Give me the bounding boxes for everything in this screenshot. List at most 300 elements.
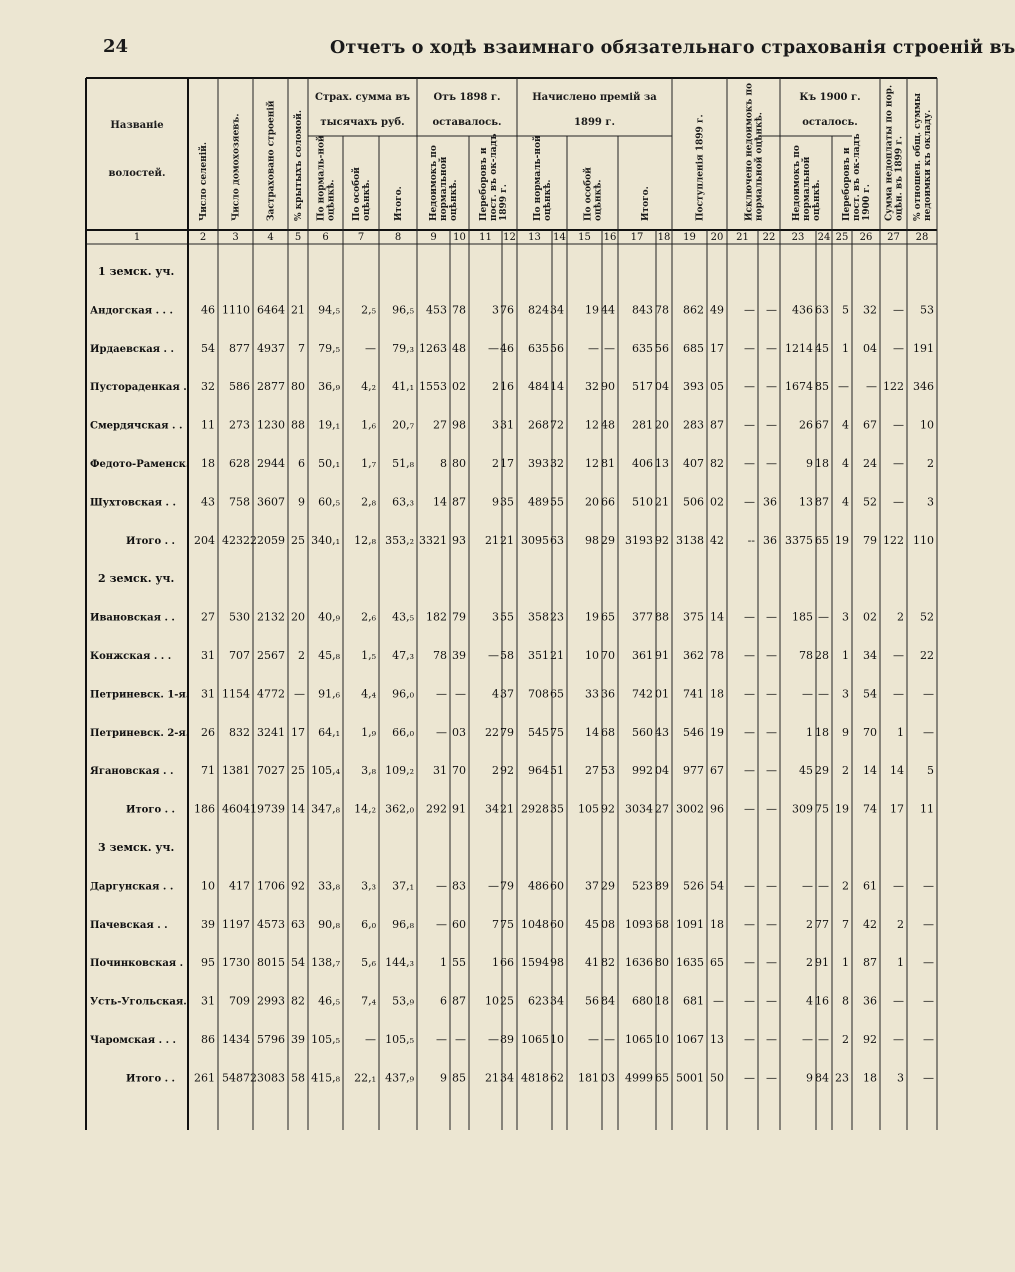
table-cell: —: [766, 303, 777, 317]
table-cell: 60: [550, 879, 564, 893]
table-cell: —: [365, 341, 376, 355]
table-cell: —: [838, 380, 849, 394]
table-cell: 80: [452, 457, 466, 470]
table-cell: —: [436, 879, 447, 893]
table-cell: 29: [601, 879, 615, 893]
table-cell: 90,₈: [318, 917, 340, 931]
total-cell: 22059: [250, 533, 285, 547]
table-cell: 5796: [257, 1033, 285, 1046]
total-cell: 23083: [250, 1071, 285, 1085]
table-cell: 2,₅: [361, 303, 376, 317]
header-c11: 1899 г.: [499, 184, 509, 221]
table-cell: 87: [452, 495, 466, 509]
table-cell: 2: [492, 380, 499, 394]
table-cell: —: [893, 649, 904, 662]
total-cell: 261: [194, 1071, 215, 1085]
table-cell: 43: [655, 725, 669, 739]
table-cell: 877: [229, 341, 250, 355]
table-cell: 82: [291, 994, 305, 1008]
table-cell: 8: [842, 994, 849, 1008]
total-cell: 21: [485, 1071, 499, 1085]
table-cell: 24: [863, 457, 877, 470]
total-cell: 204: [194, 533, 215, 547]
table-cell: 54: [201, 341, 215, 355]
header-c17: Итого.: [641, 186, 651, 221]
table-cell: 61: [863, 879, 877, 893]
table-cell: 91,₆: [318, 687, 340, 701]
table-cell: 758: [229, 495, 250, 509]
table-cell: 4: [842, 418, 849, 432]
volost-name: Починковская .: [90, 958, 184, 970]
table-cell: 13: [799, 495, 813, 509]
table-cell: 17: [291, 725, 305, 739]
table-cell: 1674: [785, 380, 813, 394]
table-cell: 12: [585, 457, 599, 470]
table-cell: 40,₉: [318, 610, 340, 624]
table-cell: 862: [683, 303, 704, 317]
table-cell: 79: [452, 610, 466, 624]
table-cell: 2132: [257, 610, 285, 624]
table-cell: 2: [927, 457, 934, 470]
header-group-strakh-2: тысячахъ руб.: [320, 117, 405, 128]
table-cell: 8: [440, 457, 447, 470]
table-cell: 27: [585, 764, 599, 778]
table-cell: —: [893, 303, 904, 317]
table-cell: —: [744, 1033, 755, 1046]
table-cell: 4: [842, 457, 849, 470]
table-cell: —: [923, 725, 934, 739]
table-cell: 635: [632, 341, 653, 355]
table-cell: —: [923, 956, 934, 970]
total-cell: 58: [291, 1071, 305, 1085]
table-cell: 44: [601, 303, 615, 317]
table-cell: 79: [500, 725, 514, 739]
table-cell: 79: [500, 879, 514, 893]
table-cell: 7,₄: [361, 994, 376, 1008]
table-cell: 268: [528, 418, 549, 432]
table-cell: 185: [792, 610, 813, 624]
index-cell: 16: [603, 232, 617, 243]
table-cell: 04: [655, 764, 669, 778]
total-cell: 98: [585, 533, 599, 547]
header-c21: нормальной оцѣнкѣ.: [754, 112, 765, 221]
total-cell: 85: [452, 1071, 466, 1085]
table-cell: 17: [500, 457, 514, 470]
table-cell: 22: [485, 725, 499, 739]
table-cell: —: [744, 649, 755, 662]
section-title: 1 земск. уч.: [98, 265, 175, 278]
total-cell: 25: [291, 533, 305, 547]
header-c9: оцѣнкѣ.: [449, 179, 459, 221]
table-cell: 92: [500, 764, 514, 778]
index-cell: 24: [817, 232, 831, 243]
table-cell: —: [766, 725, 777, 739]
table-cell: —: [744, 495, 755, 509]
table-cell: 4,₂: [361, 380, 376, 394]
table-cell: 32: [863, 303, 877, 317]
table-cell: 47,₃: [392, 649, 414, 662]
table-cell: 65: [550, 687, 564, 701]
total-cell: 122: [883, 533, 904, 547]
header-group-1898-2: оставалось.: [432, 117, 502, 128]
table-cell: 89: [500, 1033, 514, 1046]
table-cell: —: [588, 341, 599, 355]
table-cell: 02: [863, 610, 877, 624]
table-cell: 21: [550, 649, 564, 662]
index-cell: 20: [710, 232, 724, 243]
table-cell: 1: [842, 649, 849, 662]
table-cell: 8015: [257, 956, 285, 970]
table-cell: 1093: [625, 917, 653, 931]
table-cell: 16: [500, 380, 514, 394]
total-cell: 3002: [676, 802, 704, 816]
table-cell: 20,₇: [392, 418, 414, 432]
table-cell: —: [455, 1033, 466, 1046]
table-cell: 18: [201, 457, 215, 470]
total-cell: 347,₈: [311, 802, 340, 816]
table-cell: —: [818, 879, 829, 893]
total-cell: 5487: [222, 1071, 250, 1085]
table-cell: 14: [585, 725, 599, 739]
table-cell: 1: [440, 956, 447, 970]
table-cell: 3: [842, 610, 849, 624]
total-cell: 42: [710, 533, 724, 547]
table-cell: 56: [655, 341, 669, 355]
table-cell: 55: [550, 495, 564, 509]
total-label: Итого . .: [126, 1073, 176, 1085]
table-cell: 7: [492, 917, 499, 931]
index-cell: 9: [430, 232, 437, 243]
table-cell: 01: [655, 687, 669, 701]
table-cell: 545: [528, 725, 549, 739]
table-cell: 10: [201, 879, 215, 893]
table-cell: 20: [655, 418, 669, 432]
table-cell: 91: [655, 649, 669, 662]
table-cell: 53,₉: [392, 994, 414, 1008]
table-cell: 42: [863, 917, 877, 931]
table-cell: —: [866, 380, 877, 394]
index-cell: 23: [791, 232, 805, 243]
volost-name: Пачевская . .: [90, 919, 168, 931]
table-cell: 16: [815, 994, 829, 1008]
table-cell: 39: [452, 649, 466, 662]
total-cell: 92: [601, 802, 615, 816]
table-cell: —: [455, 687, 466, 701]
total-cell: 23: [835, 1071, 849, 1085]
header-name-top: Названіе: [110, 120, 164, 131]
header-c11: пост. въ ок-ладъ: [489, 133, 499, 221]
table-cell: 27: [201, 610, 215, 624]
table-cell: —: [766, 341, 777, 355]
header-c19: Поступленія 1899 г.: [695, 114, 706, 221]
table-cell: —: [294, 687, 305, 701]
table-cell: —: [766, 764, 777, 778]
table-cell: 14: [863, 764, 877, 778]
table-cell: 2993: [257, 994, 285, 1008]
table-cell: 56: [550, 341, 564, 355]
table-cell: 02: [710, 495, 724, 509]
table-cell: 19: [585, 610, 599, 624]
table-cell: —: [766, 956, 777, 970]
table-cell: —: [802, 687, 813, 701]
table-cell: —: [818, 610, 829, 624]
table-cell: 1214: [785, 341, 813, 355]
table-cell: 41,₁: [392, 380, 414, 394]
table-cell: 1381: [222, 764, 250, 778]
table-cell: 54: [710, 879, 724, 893]
table-cell: 87: [815, 495, 829, 509]
header-c2: Число селеній.: [199, 142, 209, 221]
table-cell: 5: [927, 764, 934, 778]
table-cell: 489: [528, 495, 549, 509]
table-cell: 22: [920, 649, 934, 662]
index-cell: 15: [578, 232, 591, 243]
total-cell: 21: [500, 533, 514, 547]
table-cell: 1635: [676, 956, 704, 970]
index-cell: 19: [683, 232, 696, 243]
table-cell: —: [893, 457, 904, 470]
total-cell: 3: [897, 1071, 904, 1085]
table-cell: 25: [500, 994, 514, 1008]
table-cell: 91: [815, 956, 829, 970]
table-cell: —: [766, 994, 777, 1008]
total-cell: —: [766, 802, 777, 816]
table-cell: 2: [897, 610, 904, 624]
table-cell: 9: [298, 495, 305, 509]
table-cell: 375: [683, 610, 704, 624]
table-cell: —: [488, 879, 499, 893]
total-cell: —: [923, 1071, 934, 1085]
table-cell: 9: [492, 495, 499, 509]
table-cell: 824: [528, 303, 549, 317]
table-cell: —: [588, 1033, 599, 1046]
table-cell: 377: [632, 610, 653, 624]
table-cell: 31: [433, 764, 447, 778]
table-cell: 67: [863, 418, 877, 432]
table-cell: 2: [842, 1033, 849, 1046]
table-cell: 635: [528, 341, 549, 355]
table-cell: 351: [528, 649, 549, 662]
table-cell: 273: [229, 418, 250, 432]
table-cell: 2,₈: [361, 495, 376, 509]
total-cell: 84: [815, 1071, 829, 1085]
table-cell: 67: [710, 764, 724, 778]
table-cell: 45,₈: [318, 649, 340, 662]
total-cell: 62: [550, 1071, 564, 1085]
table-cell: 08: [601, 917, 615, 931]
header-group-1900-1: Къ 1900 г.: [799, 92, 861, 103]
table-cell: 4937: [257, 341, 285, 355]
total-cell: 92: [655, 533, 669, 547]
volost-name: Пустораденкая .: [90, 382, 187, 394]
index-cell: 4: [267, 232, 274, 243]
table-cell: 66: [601, 495, 615, 509]
header-c15: оцѣнкѣ.: [593, 179, 604, 221]
table-cell: 7: [842, 917, 849, 931]
table-cell: 46: [500, 341, 514, 355]
table-cell: 63: [291, 917, 305, 931]
header-c11: Переборовъ и: [479, 147, 489, 221]
table-cell: 19,₁: [318, 418, 340, 432]
table-cell: 191: [913, 341, 934, 355]
table-cell: 33,₈: [318, 879, 340, 893]
table-cell: 55: [452, 956, 466, 970]
table-cell: 18: [815, 725, 829, 739]
table-cell: 45: [815, 341, 829, 355]
table-cell: 406: [632, 457, 653, 470]
header-c5: % крытыхъ соломой.: [294, 110, 304, 221]
table-cell: 90: [601, 380, 615, 394]
table-cell: 1154: [222, 687, 250, 701]
table-cell: 89: [655, 879, 669, 893]
table-cell: —: [893, 879, 904, 893]
total-cell: 36: [763, 533, 777, 547]
total-cell: 292: [426, 802, 447, 816]
total-cell: 4604: [222, 802, 250, 816]
table-cell: 1110: [222, 303, 250, 317]
index-cell: 5: [294, 232, 302, 243]
table-cell: 1: [897, 956, 904, 970]
table-cell: 31: [500, 418, 514, 432]
page-number: 24: [103, 36, 129, 57]
header-c23: нормальной: [802, 156, 812, 221]
header-c25: 1900 г.: [862, 184, 872, 221]
table-cell: 1230: [257, 418, 285, 432]
index-cell: 27: [887, 232, 900, 243]
table-cell: 506: [683, 495, 704, 509]
total-cell: 181: [578, 1071, 599, 1085]
table-cell: 46,₅: [318, 994, 340, 1008]
table-cell: —: [893, 341, 904, 355]
table-cell: 32: [550, 457, 564, 470]
table-cell: 18: [815, 457, 829, 470]
table-cell: 1730: [222, 956, 250, 970]
table-cell: 86: [201, 1033, 215, 1046]
table-cell: —: [604, 1033, 615, 1046]
total-cell: 93: [452, 533, 466, 547]
table-cell: 3: [492, 418, 499, 432]
table-cell: 64,₁: [318, 725, 340, 739]
table-cell: 1263: [419, 341, 447, 355]
table-cell: 51,₈: [392, 457, 414, 470]
table-cell: 2: [842, 764, 849, 778]
table-cell: 70: [863, 725, 877, 739]
table-cell: 39: [201, 917, 215, 931]
table-cell: 1: [842, 341, 849, 355]
table-cell: 56: [585, 994, 599, 1008]
table-cell: 52: [863, 495, 877, 509]
table-cell: 2567: [257, 649, 285, 662]
table-cell: —: [744, 956, 755, 970]
total-cell: —: [766, 1071, 777, 1085]
table-cell: 2877: [257, 380, 285, 394]
total-cell: 4999: [625, 1071, 653, 1085]
table-cell: —: [818, 1033, 829, 1046]
table-cell: 2: [806, 956, 813, 970]
page-heading: Отчетъ о ходѣ взаимнаго обязательнаго страхованія строеній въ: [330, 38, 1015, 58]
header-c13: оцѣнкѣ.: [543, 179, 553, 221]
table-cell: 87: [452, 994, 466, 1008]
table-cell: 37,₁: [392, 879, 414, 893]
table-cell: 12: [585, 418, 599, 432]
volost-name: Усть-Угольская.: [90, 996, 187, 1008]
table-cell: 10: [920, 418, 934, 432]
table-cell: 6: [440, 994, 447, 1008]
table-cell: —: [744, 725, 755, 739]
total-cell: 50: [710, 1071, 724, 1085]
table-cell: 35: [500, 495, 514, 509]
total-cell: —: [744, 802, 755, 816]
table-cell: 1553: [419, 380, 447, 394]
table-cell: —: [893, 418, 904, 432]
index-cell: 3: [232, 232, 239, 243]
table-cell: 530: [229, 610, 250, 624]
table-cell: —: [802, 879, 813, 893]
index-cell: 21: [736, 232, 749, 243]
table-cell: 122: [883, 380, 904, 394]
table-cell: —: [818, 687, 829, 701]
total-cell: 5001: [676, 1071, 704, 1085]
header-group-1898-1: Отъ 1898 г.: [433, 92, 501, 103]
volost-name: Ирдаевская . .: [90, 343, 174, 355]
header-c9: нормальной: [439, 156, 449, 221]
table-cell: 417: [229, 879, 250, 893]
table-cell: 36: [601, 687, 615, 701]
table-cell: 04: [863, 341, 877, 355]
index-cell: 8: [394, 232, 402, 243]
table-cell: —: [436, 725, 447, 739]
table-cell: 27: [433, 418, 447, 432]
table-cell: 2944: [257, 457, 285, 470]
table-cell: 3: [927, 495, 934, 509]
table-cell: 992: [632, 764, 653, 778]
table-cell: 14: [890, 764, 904, 778]
table-cell: 32: [585, 380, 599, 394]
table-cell: 78: [452, 303, 466, 317]
total-cell: 19: [835, 802, 849, 816]
table-cell: 39: [291, 1033, 305, 1046]
table-cell: 28: [815, 649, 829, 662]
table-cell: 92: [291, 879, 305, 893]
total-cell: 19739: [250, 802, 285, 816]
table-cell: 4: [492, 687, 499, 701]
table-cell: —: [893, 495, 904, 509]
index-cell: 11: [479, 232, 492, 243]
table-cell: 21: [291, 303, 305, 317]
table-cell: —: [893, 1033, 904, 1046]
table-cell: 560: [632, 725, 653, 739]
table-cell: 43: [201, 495, 215, 509]
table-cell: 52: [920, 610, 934, 624]
total-cell: 362,₀: [385, 802, 414, 816]
table-cell: 105,₅: [311, 1033, 340, 1046]
table-cell: 977: [683, 764, 704, 778]
table-cell: 60: [550, 917, 564, 931]
table-cell: 05: [710, 380, 724, 394]
table-cell: 3607: [257, 495, 285, 509]
table-cell: —: [923, 917, 934, 931]
header-c27: Сумма недоплаты по нор.: [884, 84, 895, 221]
table-cell: 18: [710, 917, 724, 931]
volost-name: Федото-Раменск.: [90, 459, 190, 470]
header-c13: По нормаль-ной: [533, 135, 543, 221]
table-cell: 60: [452, 917, 466, 931]
total-cell: 9: [806, 1071, 813, 1085]
table-cell: 2: [842, 879, 849, 893]
table-cell: 18: [710, 687, 724, 701]
volost-name: Смердячская . .: [90, 420, 183, 432]
table-cell: 742: [632, 687, 653, 701]
